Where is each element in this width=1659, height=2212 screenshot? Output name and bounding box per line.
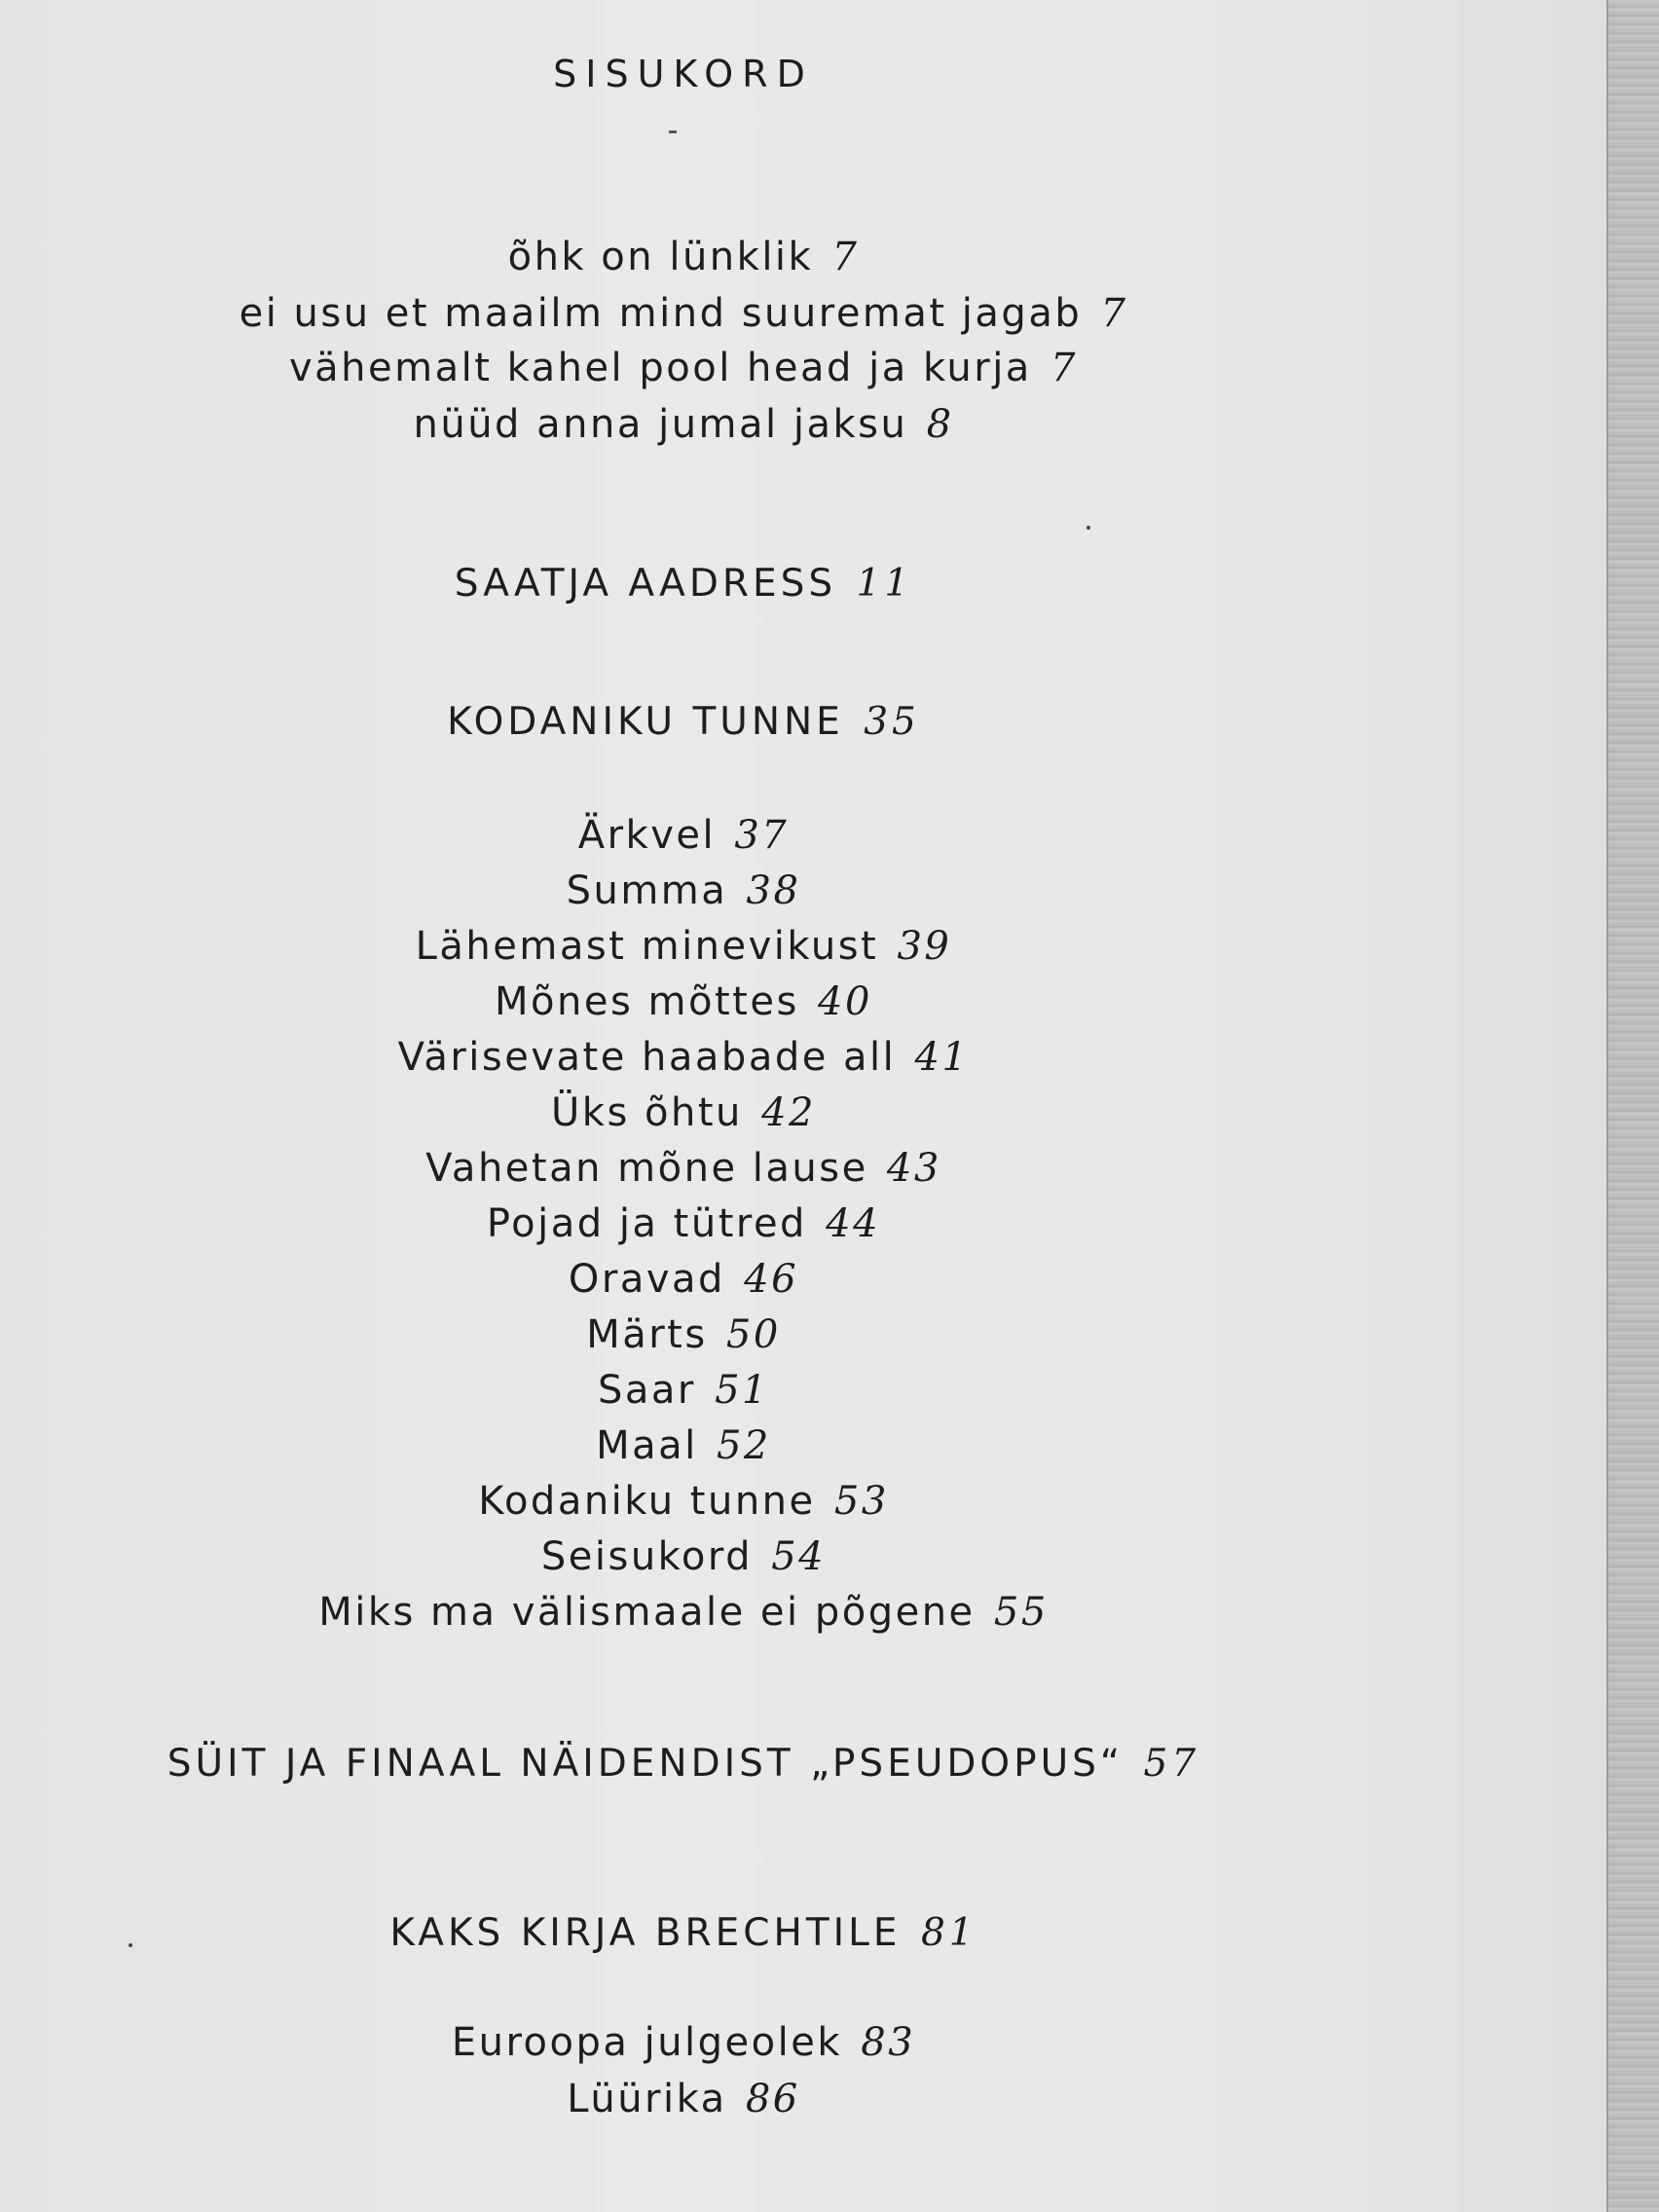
toc-entry: [0, 2074, 1367, 2124]
toc-entry-page: 39: [897, 924, 952, 969]
toc-entry-page: 40: [818, 979, 872, 1024]
toc-entry-label: õhk on lünklik: [507, 235, 814, 279]
toc-entry: [0, 1531, 1367, 1582]
toc-entry-page: 55: [993, 1590, 1049, 1635]
toc-entry-page: 41: [914, 1035, 970, 1080]
toc-entry-page: 43: [886, 1146, 941, 1191]
toc-entry-label: ei usu et maailm mind suuremat jagab: [239, 291, 1083, 336]
toc-entry-label: Seisukord: [540, 1534, 754, 1579]
toc-entry: [0, 977, 1367, 1027]
toc-entry: [0, 1420, 1367, 1471]
toc-entry-page: 44: [826, 1201, 881, 1246]
toc-entry-page: 50: [725, 1312, 781, 1357]
toc-entry-label: Lüürika: [567, 2077, 727, 2121]
toc-entry-label: Pojad ja tütred: [486, 1201, 807, 1246]
toc-entry: [0, 232, 1367, 282]
toc-entry-label: Summa: [566, 868, 728, 913]
toc-entry: [0, 1587, 1367, 1638]
toc-section-heading: [0, 697, 1367, 748]
toc-entry-page: 52: [716, 1423, 771, 1468]
toc-entry: [0, 1309, 1367, 1360]
toc-entry-label: Vahetan mõne lause: [425, 1146, 868, 1191]
toc-entry-page: 38: [746, 868, 801, 913]
toc-entry-label: Kodaniku tunne: [478, 1479, 816, 1524]
toc-section-label: KAKS KIRJA BRECHTILE: [389, 1911, 902, 1955]
toc-entry-page: 54: [771, 1534, 827, 1579]
toc-section-heading: [0, 1908, 1367, 1959]
toc-entry-page: 7: [831, 235, 860, 279]
page-title: SISUKORD: [553, 53, 814, 95]
toc-entry-label: Euroopa julgeolek: [451, 2020, 843, 2065]
toc-entry-label: Märts: [586, 1312, 708, 1357]
paper-speck: [1087, 526, 1090, 530]
toc-section-label: SÜIT JA FINAAL NÄIDENDIST „PSEUDOPUS“: [166, 1742, 1124, 1786]
toc-entry-label: Mõnes mõttes: [495, 979, 799, 1024]
title-dash-mark: [669, 130, 677, 133]
toc-entry: [0, 343, 1367, 393]
page-edge: [1606, 0, 1659, 2212]
toc-entry-page: 53: [833, 1479, 889, 1524]
toc-entry: [0, 399, 1367, 450]
toc-entry-page: 7: [1051, 346, 1078, 390]
toc-entry: [0, 1198, 1367, 1249]
toc-entry: [0, 1365, 1367, 1416]
toc-entry: [0, 1254, 1367, 1305]
toc-entry: [0, 1032, 1367, 1083]
toc-entry-label: Lähemast minevikust: [415, 924, 879, 969]
toc-entry: [0, 288, 1367, 339]
toc-entry-label: Oravad: [568, 1257, 725, 1302]
toc-section-page: 81: [920, 1911, 977, 1955]
toc-entry: [0, 921, 1367, 972]
toc-entry: [0, 1143, 1367, 1194]
toc-entry-label: Värisevate haabade all: [397, 1035, 897, 1080]
toc-section-page: 57: [1143, 1742, 1200, 1786]
toc-entry: [0, 2017, 1367, 2068]
toc-entry-label: nüüd anna jumal jaksu: [413, 402, 908, 447]
toc-entry-label: Miks ma välismaale ei põgene: [318, 1590, 976, 1635]
toc-entry-page: 83: [861, 2020, 916, 2065]
toc-section-label: SAATJA AADRESS: [454, 562, 837, 606]
toc-entry-label: Ärkvel: [577, 813, 717, 858]
toc-entry-page: 42: [761, 1090, 816, 1135]
toc-entry-page: 86: [745, 2077, 800, 2121]
toc-entry-label: Maal: [596, 1423, 698, 1468]
toc-entry: [0, 866, 1367, 916]
toc-entry-page: 7: [1100, 291, 1128, 336]
toc-entry: [0, 1476, 1367, 1527]
paper-speck: [129, 1943, 132, 1947]
toc-entry-page: 46: [744, 1257, 799, 1302]
toc-entry-page: 37: [734, 813, 790, 858]
toc-entry-label: Saar: [598, 1368, 696, 1413]
toc-section-heading: [0, 559, 1367, 609]
toc-section-heading: [0, 1739, 1367, 1789]
toc-entry-page: 51: [715, 1368, 769, 1413]
toc-section-page: 11: [856, 562, 913, 606]
toc-entry-label: Üks õhtu: [551, 1090, 743, 1135]
toc-entry-label: vähemalt kahel pool head ja kurja: [288, 346, 1032, 390]
toc-entry-page: 8: [926, 402, 954, 447]
toc-section-page: 35: [864, 700, 920, 744]
toc-entry: [0, 810, 1367, 861]
toc-entry: [0, 1088, 1367, 1138]
toc-section-label: KODANIKU TUNNE: [447, 700, 844, 744]
